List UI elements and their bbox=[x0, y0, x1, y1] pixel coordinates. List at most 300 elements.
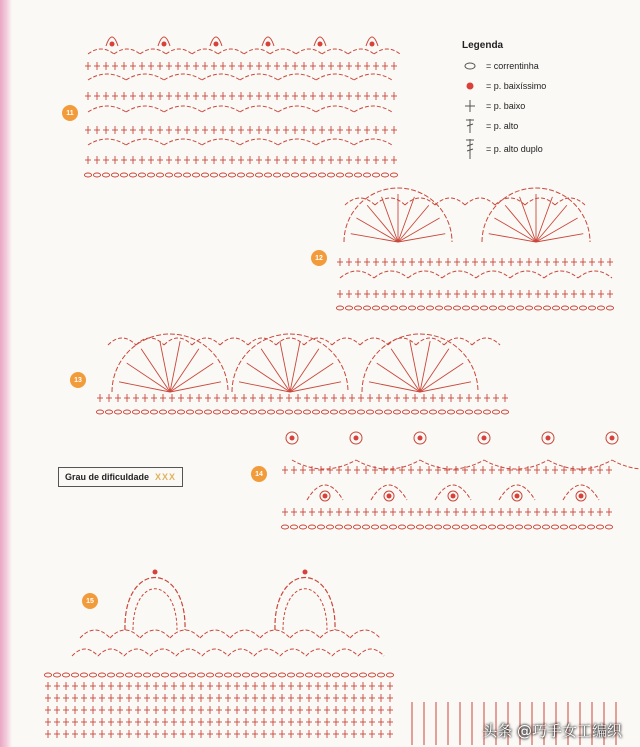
chain-arch bbox=[465, 198, 495, 205]
chain-stitch bbox=[237, 173, 244, 177]
chain-stitch bbox=[156, 173, 163, 177]
chain-arch bbox=[114, 49, 140, 54]
pattern-number-15: 15 bbox=[82, 593, 98, 609]
chain-stitch bbox=[53, 673, 60, 677]
chain-arch bbox=[254, 649, 280, 656]
chain-stitch bbox=[102, 173, 109, 177]
chain-stitch bbox=[116, 673, 123, 677]
chain-arch bbox=[98, 649, 124, 656]
chain-stitch bbox=[303, 410, 310, 414]
chain-stitch bbox=[597, 306, 604, 310]
chain-arch bbox=[278, 106, 316, 112]
chain-arch bbox=[176, 649, 202, 656]
chain-arch bbox=[108, 338, 136, 345]
chain-stitch bbox=[363, 173, 370, 177]
fan-stitch bbox=[536, 197, 552, 242]
chain-stitch bbox=[453, 306, 460, 310]
chain-stitch bbox=[197, 673, 204, 677]
chain-stitch bbox=[578, 525, 585, 529]
chain-stitch bbox=[305, 673, 312, 677]
chain-stitch bbox=[147, 173, 154, 177]
chain-arch bbox=[244, 49, 270, 54]
chain-stitch bbox=[507, 306, 514, 310]
chain-stitch bbox=[300, 173, 307, 177]
chain-arch bbox=[192, 338, 220, 345]
chain-stitch bbox=[380, 525, 387, 529]
chain-stitch bbox=[525, 306, 532, 310]
chain-stitch bbox=[515, 525, 522, 529]
chain-stitch bbox=[242, 673, 249, 677]
chain-stitch bbox=[524, 525, 531, 529]
chain-arch bbox=[140, 49, 166, 54]
chain-stitch bbox=[344, 525, 351, 529]
chain-arch bbox=[472, 338, 500, 345]
chain-stitch bbox=[429, 410, 436, 414]
picot-edge bbox=[232, 334, 348, 392]
chain-stitch bbox=[195, 410, 202, 414]
chain-stitch bbox=[416, 525, 423, 529]
slip-stitch bbox=[546, 436, 551, 441]
chain-stitch bbox=[579, 306, 586, 310]
chain-arch bbox=[322, 49, 348, 54]
chain-arch bbox=[408, 271, 442, 278]
slip-stitch bbox=[370, 42, 375, 47]
slip-stitch bbox=[579, 494, 584, 499]
chain-arch bbox=[578, 271, 612, 278]
chain-stitch bbox=[318, 173, 325, 177]
chain-stitch bbox=[368, 673, 375, 677]
chain-arch bbox=[136, 338, 164, 345]
chain-stitch bbox=[251, 673, 258, 677]
chain-arch bbox=[348, 49, 374, 54]
difficulty-box bbox=[58, 467, 183, 487]
chain-stitch bbox=[105, 410, 112, 414]
chain-stitch bbox=[269, 673, 276, 677]
chain-stitch bbox=[174, 173, 181, 177]
chain-stitch bbox=[425, 525, 432, 529]
chain-stitch bbox=[183, 173, 190, 177]
chain-stitch bbox=[420, 410, 427, 414]
picot-edge bbox=[112, 334, 228, 392]
chain-stitch bbox=[132, 410, 139, 414]
chain-stitch bbox=[402, 410, 409, 414]
chain-stitch bbox=[290, 525, 297, 529]
chain-stitch bbox=[231, 410, 238, 414]
chain-stitch bbox=[336, 306, 343, 310]
slip-stitch bbox=[214, 42, 219, 47]
chain-stitch bbox=[443, 525, 450, 529]
chain-stitch bbox=[596, 525, 603, 529]
chain-stitch bbox=[267, 410, 274, 414]
fan-stitch bbox=[382, 197, 398, 242]
chain-stitch bbox=[350, 673, 357, 677]
chain-arch bbox=[202, 106, 240, 112]
chain-stitch bbox=[501, 410, 508, 414]
fan-stitch bbox=[398, 205, 429, 242]
chain-stitch bbox=[354, 306, 361, 310]
slip-stitch bbox=[303, 570, 308, 575]
chain-stitch bbox=[204, 410, 211, 414]
picot-edge bbox=[362, 334, 478, 392]
chain-arch bbox=[306, 649, 332, 656]
slip-stitch bbox=[290, 436, 295, 441]
chain-stitch bbox=[96, 410, 103, 414]
chain-arch bbox=[544, 271, 578, 278]
difficulty-marks: XXX bbox=[155, 472, 177, 482]
chain-stitch bbox=[107, 673, 114, 677]
chain-stitch bbox=[186, 410, 193, 414]
chain-stitch bbox=[129, 173, 136, 177]
chain-stitch bbox=[120, 173, 127, 177]
chain-arch bbox=[316, 106, 354, 112]
chain-arch bbox=[240, 106, 278, 112]
chain-stitch bbox=[417, 306, 424, 310]
chain-stitch bbox=[534, 306, 541, 310]
slip-stitch bbox=[266, 42, 271, 47]
chain-stitch bbox=[312, 410, 319, 414]
slip-stitch bbox=[482, 436, 487, 441]
fan-stitch bbox=[536, 205, 567, 242]
chain-arch bbox=[124, 649, 150, 656]
chain-stitch bbox=[219, 173, 226, 177]
chain-stitch bbox=[264, 173, 271, 177]
chain-arch bbox=[260, 630, 290, 638]
pattern-number-13: 13 bbox=[70, 372, 86, 388]
chain-stitch bbox=[332, 673, 339, 677]
chain-stitch bbox=[588, 306, 595, 310]
chain-stitch bbox=[606, 306, 613, 310]
chain-stitch bbox=[233, 673, 240, 677]
chain-stitch bbox=[228, 173, 235, 177]
chain-arch bbox=[126, 139, 164, 145]
chain-arch bbox=[442, 271, 476, 278]
chain-arch bbox=[316, 74, 354, 80]
chain-stitch bbox=[62, 673, 69, 677]
chain-stitch bbox=[80, 673, 87, 677]
chain-stitch bbox=[375, 410, 382, 414]
chain-stitch bbox=[371, 525, 378, 529]
chain-arch bbox=[202, 139, 240, 145]
chain-stitch bbox=[551, 525, 558, 529]
chain-arch bbox=[510, 271, 544, 278]
chain-stitch bbox=[399, 306, 406, 310]
loop-motif bbox=[275, 578, 335, 631]
chain-stitch bbox=[479, 525, 486, 529]
chain-arch bbox=[278, 139, 316, 145]
slip-stitch bbox=[610, 436, 615, 441]
chain-stitch bbox=[353, 525, 360, 529]
chain-stitch bbox=[335, 525, 342, 529]
chain-stitch bbox=[323, 673, 330, 677]
chain-stitch bbox=[287, 673, 294, 677]
difficulty-label: Grau de dificuldade bbox=[65, 472, 150, 482]
chain-stitch bbox=[363, 306, 370, 310]
chain-stitch bbox=[474, 410, 481, 414]
chain-stitch bbox=[408, 306, 415, 310]
chain-stitch bbox=[389, 525, 396, 529]
chain-arch bbox=[280, 649, 306, 656]
chain-stitch bbox=[561, 306, 568, 310]
chain-arch bbox=[218, 49, 244, 54]
chain-swag bbox=[548, 460, 612, 469]
chain-arch bbox=[290, 630, 320, 638]
chain-arch bbox=[110, 630, 140, 638]
chain-arch bbox=[164, 74, 202, 80]
chain-arch bbox=[228, 649, 254, 656]
chain-arch bbox=[80, 630, 110, 638]
chain-stitch bbox=[138, 173, 145, 177]
slip-stitch bbox=[387, 494, 392, 499]
chain-arch bbox=[166, 49, 192, 54]
chain-stitch bbox=[456, 410, 463, 414]
slip-stitch bbox=[418, 436, 423, 441]
chain-stitch bbox=[341, 673, 348, 677]
chain-swag bbox=[292, 460, 356, 469]
chain-oval-icon bbox=[462, 60, 480, 72]
chain-stitch bbox=[435, 306, 442, 310]
chain-arch bbox=[358, 649, 384, 656]
chain-arch bbox=[360, 338, 388, 345]
chain-stitch bbox=[224, 673, 231, 677]
chain-stitch bbox=[278, 673, 285, 677]
slip-stitch bbox=[110, 42, 115, 47]
chain-stitch bbox=[326, 525, 333, 529]
chain-stitch bbox=[192, 173, 199, 177]
chain-stitch bbox=[98, 673, 105, 677]
chain-stitch bbox=[249, 410, 256, 414]
chain-stitch bbox=[89, 673, 96, 677]
chain-stitch bbox=[470, 525, 477, 529]
chain-stitch bbox=[308, 525, 315, 529]
chain-stitch bbox=[543, 306, 550, 310]
chain-arch bbox=[350, 630, 380, 638]
chain-arch bbox=[202, 74, 240, 80]
legend-item-slip bbox=[462, 76, 612, 96]
chain-arch bbox=[230, 630, 260, 638]
chain-stitch bbox=[143, 673, 150, 677]
legend-label: = p. baixíssimo bbox=[486, 81, 547, 91]
chain-arch bbox=[220, 338, 248, 345]
chain-stitch bbox=[258, 410, 265, 414]
chain-arch bbox=[354, 106, 392, 112]
chain-swag bbox=[484, 460, 548, 469]
chain-arch bbox=[278, 74, 316, 80]
chain-stitch bbox=[179, 673, 186, 677]
chain-stitch bbox=[390, 173, 397, 177]
chain-stitch bbox=[357, 410, 364, 414]
chain-stitch bbox=[605, 525, 612, 529]
chain-stitch bbox=[123, 410, 130, 414]
chain-stitch bbox=[299, 525, 306, 529]
single-cross-icon bbox=[462, 99, 480, 113]
chain-arch bbox=[296, 49, 322, 54]
chain-stitch bbox=[497, 525, 504, 529]
chain-arch bbox=[88, 74, 126, 80]
watermark: 头条 @巧手女工编织 bbox=[482, 722, 622, 740]
chain-arch bbox=[248, 338, 276, 345]
chain-stitch bbox=[321, 410, 328, 414]
chain-stitch bbox=[210, 173, 217, 177]
chain-arch bbox=[192, 49, 218, 54]
chain-stitch bbox=[134, 673, 141, 677]
chain-arch bbox=[140, 630, 170, 638]
chain-stitch bbox=[587, 525, 594, 529]
chain-arch bbox=[332, 649, 358, 656]
chain-arch bbox=[375, 198, 405, 205]
legend-label: = p. baixo bbox=[486, 101, 526, 111]
chain-stitch bbox=[461, 525, 468, 529]
slip-stitch bbox=[451, 494, 456, 499]
legend-title: Legenda bbox=[462, 40, 504, 51]
chain-stitch bbox=[366, 410, 373, 414]
chain-stitch bbox=[390, 306, 397, 310]
chain-stitch bbox=[281, 525, 288, 529]
slip-stitch bbox=[354, 436, 359, 441]
slip-stitch bbox=[153, 570, 158, 575]
chain-stitch bbox=[255, 173, 262, 177]
legend-label: = correntinha bbox=[486, 61, 539, 71]
chain-stitch bbox=[345, 173, 352, 177]
loop-motif bbox=[133, 589, 177, 630]
chain-stitch bbox=[141, 410, 148, 414]
chain-stitch bbox=[506, 525, 513, 529]
chain-arch bbox=[555, 198, 585, 205]
chain-stitch bbox=[327, 173, 334, 177]
chain-stitch bbox=[168, 410, 175, 414]
chain-stitch bbox=[215, 673, 222, 677]
chain-stitch bbox=[285, 410, 292, 414]
chain-stitch bbox=[291, 173, 298, 177]
chain-stitch bbox=[552, 306, 559, 310]
chain-stitch bbox=[533, 525, 540, 529]
chain-stitch bbox=[569, 525, 576, 529]
chain-stitch bbox=[44, 673, 51, 677]
legend-label: = p. alto duplo bbox=[486, 144, 543, 154]
chain-stitch bbox=[282, 173, 289, 177]
chain-stitch bbox=[452, 525, 459, 529]
chain-stitch bbox=[339, 410, 346, 414]
chain-stitch bbox=[273, 173, 280, 177]
chain-arch bbox=[170, 630, 200, 638]
chain-stitch bbox=[480, 306, 487, 310]
chain-arch bbox=[240, 139, 278, 145]
chain-arch bbox=[354, 139, 392, 145]
chain-arch bbox=[476, 271, 510, 278]
loop-motif bbox=[283, 589, 327, 630]
chain-arch bbox=[340, 271, 374, 278]
chain-arch bbox=[316, 139, 354, 145]
legend bbox=[462, 40, 612, 162]
chain-stitch bbox=[201, 173, 208, 177]
chain-stitch bbox=[260, 673, 267, 677]
chain-arch bbox=[332, 338, 360, 345]
chain-arch bbox=[202, 649, 228, 656]
chain-stitch bbox=[438, 410, 445, 414]
chain-stitch bbox=[206, 673, 213, 677]
chain-stitch bbox=[362, 525, 369, 529]
chain-stitch bbox=[309, 173, 316, 177]
chain-stitch bbox=[348, 410, 355, 414]
chain-stitch bbox=[411, 410, 418, 414]
chain-arch bbox=[126, 74, 164, 80]
legend-item-double bbox=[462, 116, 612, 136]
chain-stitch bbox=[276, 410, 283, 414]
chain-stitch bbox=[434, 525, 441, 529]
chain-arch bbox=[126, 106, 164, 112]
slip-stitch bbox=[318, 42, 323, 47]
fan-stitch bbox=[505, 205, 536, 242]
fan-stitch bbox=[367, 205, 398, 242]
chain-swag bbox=[612, 460, 640, 469]
chain-stitch bbox=[359, 673, 366, 677]
chain-stitch bbox=[426, 306, 433, 310]
chain-arch bbox=[164, 106, 202, 112]
chain-stitch bbox=[492, 410, 499, 414]
chain-stitch bbox=[159, 410, 166, 414]
chain-stitch bbox=[177, 410, 184, 414]
chain-stitch bbox=[188, 673, 195, 677]
slip-dot-icon bbox=[462, 80, 480, 92]
chain-arch bbox=[72, 649, 98, 656]
chain-arch bbox=[164, 139, 202, 145]
chain-stitch bbox=[161, 673, 168, 677]
chain-arch bbox=[374, 49, 400, 54]
chain-stitch bbox=[372, 306, 379, 310]
treble-crochet-icon bbox=[462, 138, 480, 160]
chain-arch bbox=[270, 49, 296, 54]
chain-stitch bbox=[488, 525, 495, 529]
chain-stitch bbox=[165, 173, 172, 177]
chain-stitch bbox=[152, 673, 159, 677]
chain-stitch bbox=[516, 306, 523, 310]
chain-stitch bbox=[111, 173, 118, 177]
chain-stitch bbox=[542, 525, 549, 529]
slip-stitch bbox=[162, 42, 167, 47]
chain-arch bbox=[240, 74, 278, 80]
chain-stitch bbox=[222, 410, 229, 414]
chain-stitch bbox=[560, 525, 567, 529]
chain-arch bbox=[200, 630, 230, 638]
chain-arch bbox=[374, 271, 408, 278]
chain-stitch bbox=[471, 306, 478, 310]
chain-stitch bbox=[386, 673, 393, 677]
chain-stitch bbox=[345, 306, 352, 310]
legend-label: = p. alto bbox=[486, 121, 519, 131]
legend-item-single bbox=[462, 96, 612, 116]
chain-arch bbox=[388, 338, 416, 345]
chain-stitch bbox=[462, 306, 469, 310]
legend-item-treble bbox=[462, 136, 612, 162]
chain-stitch bbox=[465, 410, 472, 414]
fan-stitch bbox=[520, 197, 536, 242]
chain-stitch bbox=[314, 673, 321, 677]
double-crochet-icon bbox=[462, 118, 480, 134]
chain-arch bbox=[150, 649, 176, 656]
chain-arch bbox=[320, 630, 350, 638]
chain-stitch bbox=[372, 173, 379, 177]
chain-arch bbox=[354, 74, 392, 80]
chain-stitch bbox=[393, 410, 400, 414]
chain-stitch bbox=[294, 410, 301, 414]
loop-motif bbox=[125, 578, 185, 631]
chain-stitch bbox=[84, 173, 91, 177]
pattern-number-11: 11 bbox=[62, 105, 78, 121]
chain-stitch bbox=[398, 525, 405, 529]
slip-stitch bbox=[515, 494, 520, 499]
chain-stitch bbox=[483, 410, 490, 414]
chain-stitch bbox=[354, 173, 361, 177]
chain-stitch bbox=[296, 673, 303, 677]
